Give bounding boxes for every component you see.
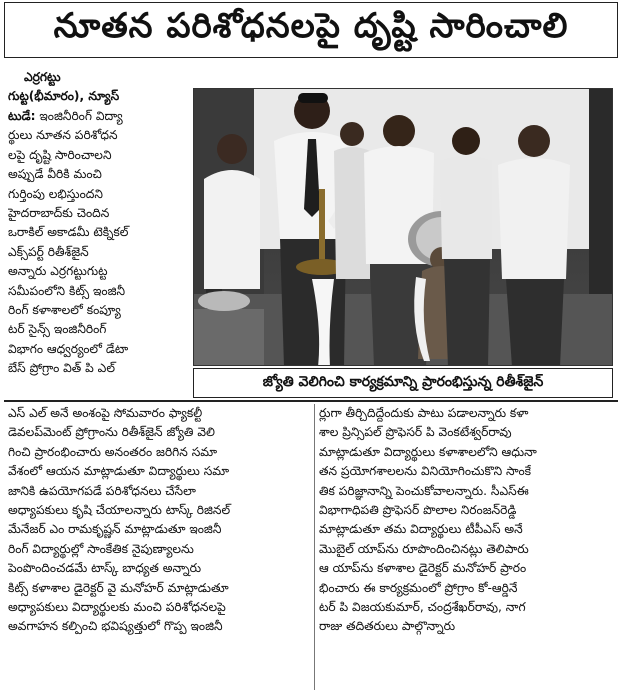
column-line: మాట్లాడుతూ విద్యార్థులు కళాశాలలోని ఆధునా <box>319 444 537 459</box>
column-line: విభాగం ఆధ్వర్యంలో డేటా <box>8 341 129 356</box>
column-line: అధ్యాపకులు కృషి చేయాలన్నారు టాస్క్ రిజినల్ <box>8 503 231 518</box>
column-line: కిట్స్ కళాశాల డైరెక్టర్ వై మనోహర్ మాట్లాడుతూ <box>8 580 229 595</box>
column-divider <box>314 404 315 690</box>
dateline <box>8 68 188 107</box>
photo-caption: జ్యోతి వెలిగించి కార్యక్రమాన్ని ప్రారంభిస్తున్న రితీశ్‌జైన్ <box>193 368 613 398</box>
article-column-bottom-right <box>319 404 617 637</box>
dateline-line: ఎర్రగట్టు <box>24 70 61 84</box>
column-line: తన ప్రయోగశాలలను వినియోగించుకొని సాంకే <box>319 464 532 479</box>
column-line: సమీపంలోని కిట్స్ ఇంజినీ <box>8 283 126 298</box>
dateline-line: గుట్ట(భీమారం), న్యూస్ <box>8 89 120 104</box>
column-line: హైదరాబాద్‌కు చెందిన <box>8 206 110 221</box>
column-line <box>8 107 188 126</box>
column-line: మొబైల్ యాప్‌ను రూపొందించినట్లు తెలిపారు <box>319 541 529 556</box>
column-line: వేశంలో ఆయన మాట్లాడుతూ విద్యార్థులు సమా <box>8 464 230 479</box>
column-line: అప్పుడే వీరికి మంచి <box>8 167 102 182</box>
headline: నూతన పరిశోధనలపై దృష్టి సారించాలి <box>4 2 618 58</box>
column-line: మేనేజర్ ఎం రామకృష్ణన్ మాట్లాడుతూ ఇంజినీ <box>8 522 222 537</box>
event-photo <box>193 88 613 366</box>
column-line: రింగ్ విద్యార్థుల్లో సాంకేతిక నైపుణ్యాలను <box>8 541 194 556</box>
column-line: రాజు తదితరులు పాల్గొన్నారు <box>319 619 456 634</box>
column-line: ఒరాకిల్ అకాడమీ టెక్నికల్ <box>8 225 129 240</box>
divider <box>4 400 618 402</box>
column-line: ఎక్స్‌పర్ట్ రితీశ్‌జైన్ <box>8 244 89 259</box>
column-line: టర్ పి విజయకుమార్, చంద్రశేఖర్‌రావు, నాగ <box>319 600 526 615</box>
column-line: బేస్ ప్రోగ్రాం విత్ పి ఎల్ <box>8 361 115 376</box>
column-line: డెవలప్‌మెంట్ ప్రోగ్రాంను రితీశ్‌జైన్ జ్యోతి వెలి <box>8 425 215 440</box>
column-text: ఇంజినీరింగ్ విద్యా <box>39 109 123 123</box>
column-line: అవగాహన కల్పించి భవిష్యత్తులో గొప్ప ఇంజినీ <box>8 619 223 634</box>
column-line: జానికి ఉపయోగపడే పరిశోధనలు చేసేలా <box>8 483 196 498</box>
column-line: టర్ సైన్స్ ఇంజినీరింగ్ <box>8 322 107 337</box>
column-line: తిక పరిజ్ఞానాన్ని పెంచుకోవాలన్నారు. సీఎస్ఈ <box>319 483 529 498</box>
column-line: శాల ప్రిన్సిపల్ ప్రొఫెసర్ పి వెంకటేశ్వర్‌రావు <box>319 425 512 440</box>
column-line: మాట్లాడుతూ తమ విద్యార్థులు టీపీఎస్ అనే <box>319 522 523 537</box>
event-photo-illustration <box>194 89 613 366</box>
column-line: విభాగాధిపతి ప్రొఫెసర్ పొలాల నిరంజన్‌రెడ్డి <box>319 503 517 518</box>
column-line: భించారు ఈ కార్యక్రమంలో ప్రోగ్రాం కో-ఆర్డినే <box>319 580 518 595</box>
column-line: ర్లుగా తీర్చిదిద్దేందుకు పాటు పడాలన్నారు కళా <box>319 406 529 420</box>
column-line: అధ్యాపకులు విద్యార్థులకు మంచి పరిశోధనలపై <box>8 600 226 615</box>
column-line: గించి ప్రారంభించారు అనంతరం జరిగిన సమా <box>8 444 218 459</box>
column-line: ఆ యాప్‌ను కళాశాల డైరెక్టర్ మనోహర్ ప్రారం <box>319 561 527 576</box>
column-line: ఎస్ ఎల్ అనే అంశంపై సోమవారం ఫ్యాకల్టీ <box>8 406 203 420</box>
column-line: అన్నారు ఎర్రగట్టుగుట్ట <box>8 264 108 279</box>
column-line: ర్థులు నూతన పరిశోధన <box>8 128 118 143</box>
column-line: గుర్తింపు లభిస్తుందని <box>8 186 103 201</box>
column-line: రింగ్ కళాశాలలో కంప్యూ <box>8 303 121 318</box>
column-line: పెంపొందించడమే టాస్క్ బాధ్యత అన్నారు <box>8 561 202 576</box>
dateline-end: టుడే: <box>8 109 36 123</box>
article-column-bottom-left <box>8 404 310 637</box>
article-column-left <box>8 107 188 379</box>
column-line: లపై దృష్టి సారించాలని <box>8 147 112 162</box>
